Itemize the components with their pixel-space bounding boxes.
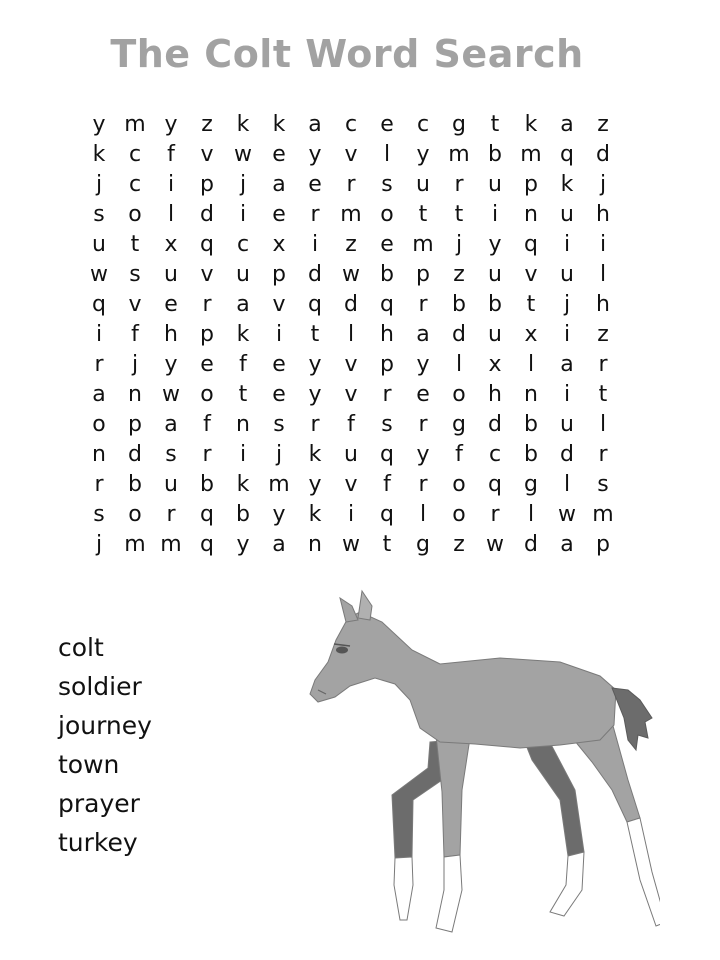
grid-cell: a: [272, 172, 286, 197]
grid-cell: p: [272, 262, 286, 287]
grid-cell: g: [452, 112, 466, 137]
grid-cell: n: [524, 382, 538, 407]
grid-cell: t: [130, 232, 140, 257]
grid-cell: q: [200, 532, 214, 557]
grid-cell: z: [597, 322, 609, 347]
grid-cell: y: [308, 472, 322, 497]
grid-cell: p: [416, 262, 430, 287]
word-list-item: journey: [58, 711, 152, 740]
grid-cell: n: [308, 532, 322, 557]
grid-cell: b: [488, 292, 502, 317]
grid-cell: l: [599, 262, 607, 287]
grid-cell: r: [94, 352, 104, 377]
grid-cell: k: [308, 502, 322, 527]
grid-cell: p: [128, 412, 142, 437]
grid-cell: n: [128, 382, 142, 407]
grid-cell: p: [380, 352, 394, 377]
grid-cell: e: [308, 172, 322, 197]
grid-cell: v: [344, 352, 358, 377]
page-title: The Colt Word Search: [110, 32, 584, 76]
grid-cell: f: [239, 352, 247, 377]
grid-cell: s: [381, 412, 393, 437]
grid-cell: r: [202, 442, 212, 467]
grid-cell: h: [596, 202, 610, 227]
grid-cell: u: [560, 262, 574, 287]
grid-cell: o: [128, 502, 142, 527]
grid-cell: m: [412, 232, 434, 257]
grid-cell: j: [131, 352, 139, 377]
grid-cell: j: [455, 232, 463, 257]
grid-cell: k: [308, 442, 322, 467]
word-list-item: town: [58, 750, 120, 779]
grid-cell: e: [272, 202, 286, 227]
grid-cell: u: [416, 172, 430, 197]
grid-cell: y: [236, 532, 250, 557]
grid-cell: o: [92, 412, 106, 437]
grid-cell: l: [599, 412, 607, 437]
grid-cell: d: [488, 412, 502, 437]
grid-cell: r: [418, 292, 428, 317]
grid-cell: t: [310, 322, 320, 347]
grid-cell: f: [167, 142, 175, 167]
grid-cell: d: [308, 262, 322, 287]
grid-cell: q: [380, 442, 394, 467]
grid-cell: m: [520, 142, 542, 167]
grid-cell: z: [453, 532, 465, 557]
grid-cell: h: [380, 322, 394, 347]
grid-cell: k: [236, 322, 250, 347]
grid-cell: p: [200, 322, 214, 347]
grid-cell: l: [419, 502, 427, 527]
foal-sock: [627, 818, 660, 926]
grid-cell: u: [92, 232, 106, 257]
grid-cell: a: [560, 532, 574, 557]
grid-cell: q: [92, 292, 106, 317]
grid-cell: u: [236, 262, 250, 287]
grid-cell: u: [488, 172, 502, 197]
grid-cell: m: [592, 502, 614, 527]
grid-cell: i: [239, 202, 247, 227]
grid-cell: k: [560, 172, 574, 197]
grid-cell: l: [563, 472, 571, 497]
grid-cell: m: [160, 532, 182, 557]
grid-cell: a: [236, 292, 250, 317]
grid-cell: u: [488, 322, 502, 347]
foal-ear-left: [340, 598, 358, 622]
grid-cell: i: [563, 322, 571, 347]
grid-cell: e: [200, 352, 214, 377]
grid-cell: u: [560, 202, 574, 227]
grid-cell: a: [560, 352, 574, 377]
grid-cell: i: [563, 382, 571, 407]
grid-cell: y: [164, 352, 178, 377]
grid-cell: e: [164, 292, 178, 317]
grid-cell: y: [416, 142, 430, 167]
grid-cell: u: [560, 412, 574, 437]
grid-cell: f: [131, 322, 139, 347]
grid-cell: y: [308, 352, 322, 377]
grid-cell: u: [164, 262, 178, 287]
grid-cell: d: [200, 202, 214, 227]
grid-cell: v: [128, 292, 142, 317]
grid-cell: n: [236, 412, 250, 437]
grid-cell: y: [488, 232, 502, 257]
grid-cell: x: [164, 232, 178, 257]
foal-ear-right: [358, 591, 372, 620]
word-list-item: soldier: [58, 672, 142, 701]
grid-cell: k: [524, 112, 538, 137]
grid-cell: a: [416, 322, 430, 347]
grid-cell: q: [488, 472, 502, 497]
grid-cell: w: [342, 532, 360, 557]
grid-cell: v: [344, 472, 358, 497]
grid-cell: w: [486, 532, 504, 557]
grid-cell: w: [234, 142, 252, 167]
grid-cell: e: [272, 382, 286, 407]
grid-cell: y: [272, 502, 286, 527]
grid-cell: p: [200, 172, 214, 197]
grid-cell: k: [92, 142, 106, 167]
foal-sock: [550, 852, 584, 916]
grid-cell: r: [382, 382, 392, 407]
grid-cell: q: [380, 292, 394, 317]
grid-cell: s: [165, 442, 177, 467]
grid-cell: f: [455, 442, 463, 467]
grid-cell: o: [128, 202, 142, 227]
grid-cell: j: [239, 172, 247, 197]
grid-cell: i: [275, 322, 283, 347]
grid-cell: i: [563, 232, 571, 257]
grid-cell: q: [560, 142, 574, 167]
grid-cell: t: [454, 202, 464, 227]
grid-cell: s: [129, 262, 141, 287]
grid-cell: x: [488, 352, 502, 377]
foal-far-hind-leg: [522, 733, 584, 856]
grid-cell: x: [272, 232, 286, 257]
word-list-item: turkey: [58, 828, 138, 857]
grid-cell: e: [416, 382, 430, 407]
grid-cell: c: [488, 442, 502, 467]
foal-sock: [436, 855, 462, 932]
grid-cell: i: [347, 502, 355, 527]
grid-cell: w: [558, 502, 576, 527]
grid-cell: w: [342, 262, 360, 287]
grid-cell: r: [418, 472, 428, 497]
grid-cell: z: [597, 112, 609, 137]
grid-cell: f: [347, 412, 355, 437]
grid-cell: v: [524, 262, 538, 287]
grid-cell: t: [382, 532, 392, 557]
grid-cell: m: [124, 112, 146, 137]
grid-cell: i: [95, 322, 103, 347]
grid-cell: r: [310, 202, 320, 227]
grid-cell: i: [239, 442, 247, 467]
grid-cell: r: [94, 472, 104, 497]
grid-cell: j: [599, 172, 607, 197]
grid-cell: l: [527, 502, 535, 527]
letter-grid: [81, 110, 621, 560]
grid-cell: b: [524, 442, 538, 467]
grid-cell: u: [344, 442, 358, 467]
grid-cell: e: [272, 142, 286, 167]
grid-cell: s: [597, 472, 609, 497]
foal-eye: [336, 647, 348, 654]
grid-cell: d: [344, 292, 358, 317]
grid-cell: p: [524, 172, 538, 197]
grid-cell: n: [92, 442, 106, 467]
grid-cell: v: [344, 142, 358, 167]
word-list-item: prayer: [58, 789, 140, 818]
grid-cell: r: [598, 442, 608, 467]
grid-cell: z: [345, 232, 357, 257]
grid-cell: d: [560, 442, 574, 467]
grid-cell: q: [200, 502, 214, 527]
grid-cell: u: [164, 472, 178, 497]
grid-cell: v: [272, 292, 286, 317]
grid-cell: a: [92, 382, 106, 407]
grid-cell: g: [452, 412, 466, 437]
grid-cell: t: [418, 202, 428, 227]
grid-cell: j: [95, 532, 103, 557]
grid-cell: z: [201, 112, 213, 137]
grid-cell: g: [524, 472, 538, 497]
grid-cell: g: [416, 532, 430, 557]
grid-cell: m: [268, 472, 290, 497]
grid-cell: w: [90, 262, 108, 287]
grid-cell: j: [563, 292, 571, 317]
grid-cell: i: [167, 172, 175, 197]
grid-cell: y: [308, 382, 322, 407]
grid-cell: e: [380, 232, 394, 257]
grid-cell: o: [380, 202, 394, 227]
grid-cell: a: [560, 112, 574, 137]
foal-sock: [394, 857, 413, 920]
grid-cell: k: [236, 112, 250, 137]
grid-cell: r: [346, 172, 356, 197]
grid-cell: m: [340, 202, 362, 227]
foal-tail: [612, 688, 652, 750]
grid-cell: h: [596, 292, 610, 317]
grid-cell: v: [200, 142, 214, 167]
grid-cell: m: [448, 142, 470, 167]
grid-cell: t: [526, 292, 536, 317]
grid-cell: y: [416, 352, 430, 377]
grid-cell: o: [452, 472, 466, 497]
grid-cell: j: [95, 172, 103, 197]
grid-cell: h: [488, 382, 502, 407]
grid-cell: j: [275, 442, 283, 467]
grid-cell: b: [200, 472, 214, 497]
grid-cell: v: [344, 382, 358, 407]
grid-cell: r: [418, 412, 428, 437]
grid-cell: f: [203, 412, 211, 437]
grid-cell: s: [273, 412, 285, 437]
grid-cell: b: [128, 472, 142, 497]
word-list-item: colt: [58, 633, 104, 662]
grid-cell: f: [383, 472, 391, 497]
grid-cell: t: [598, 382, 608, 407]
grid-cell: a: [272, 532, 286, 557]
grid-cell: h: [164, 322, 178, 347]
grid-cell: z: [453, 262, 465, 287]
grid-cell: v: [200, 262, 214, 287]
grid-cell: e: [380, 112, 394, 137]
grid-cell: i: [311, 232, 319, 257]
grid-cell: e: [272, 352, 286, 377]
grid-cell: s: [93, 202, 105, 227]
grid-cell: d: [452, 322, 466, 347]
grid-cell: i: [599, 232, 607, 257]
grid-cell: l: [527, 352, 535, 377]
grid-cell: t: [238, 382, 248, 407]
grid-cell: r: [166, 502, 176, 527]
grid-cell: o: [452, 502, 466, 527]
grid-cell: k: [236, 472, 250, 497]
grid-cell: a: [164, 412, 178, 437]
grid-cell: x: [524, 322, 538, 347]
grid-cell: d: [524, 532, 538, 557]
grid-cell: s: [381, 172, 393, 197]
grid-cell: r: [202, 292, 212, 317]
grid-cell: y: [164, 112, 178, 137]
grid-cell: r: [598, 352, 608, 377]
grid-cell: y: [308, 142, 322, 167]
grid-cell: o: [452, 382, 466, 407]
grid-cell: y: [92, 112, 106, 137]
grid-cell: l: [455, 352, 463, 377]
grid-cell: r: [454, 172, 464, 197]
grid-cell: t: [490, 112, 500, 137]
grid-cell: l: [167, 202, 175, 227]
foal-illustration: [298, 585, 660, 940]
grid-cell: o: [200, 382, 214, 407]
grid-cell: b: [452, 292, 466, 317]
grid-cell: c: [344, 112, 358, 137]
grid-cell: d: [596, 142, 610, 167]
grid-cell: s: [93, 502, 105, 527]
grid-cell: a: [308, 112, 322, 137]
word-list: [58, 628, 152, 862]
grid-cell: q: [200, 232, 214, 257]
grid-cell: u: [488, 262, 502, 287]
grid-cell: r: [310, 412, 320, 437]
grid-cell: b: [524, 412, 538, 437]
grid-cell: i: [491, 202, 499, 227]
foal-near-front-leg: [436, 735, 470, 857]
grid-cell: b: [380, 262, 394, 287]
grid-cell: w: [162, 382, 180, 407]
grid-cell: c: [128, 142, 142, 167]
grid-cell: m: [124, 532, 146, 557]
grid-cell: l: [383, 142, 391, 167]
grid-cell: d: [128, 442, 142, 467]
grid-cell: c: [416, 112, 430, 137]
grid-cell: q: [308, 292, 322, 317]
grid-cell: y: [416, 442, 430, 467]
grid-cell: c: [128, 172, 142, 197]
grid-cell: b: [488, 142, 502, 167]
foal-body: [310, 612, 616, 748]
grid-cell: b: [236, 502, 250, 527]
grid-cell: k: [272, 112, 286, 137]
grid-cell: l: [347, 322, 355, 347]
grid-cell: q: [380, 502, 394, 527]
grid-cell: q: [524, 232, 538, 257]
grid-cell: n: [524, 202, 538, 227]
grid-cell: c: [236, 232, 250, 257]
grid-cell: r: [490, 502, 500, 527]
grid-cell: p: [596, 532, 610, 557]
